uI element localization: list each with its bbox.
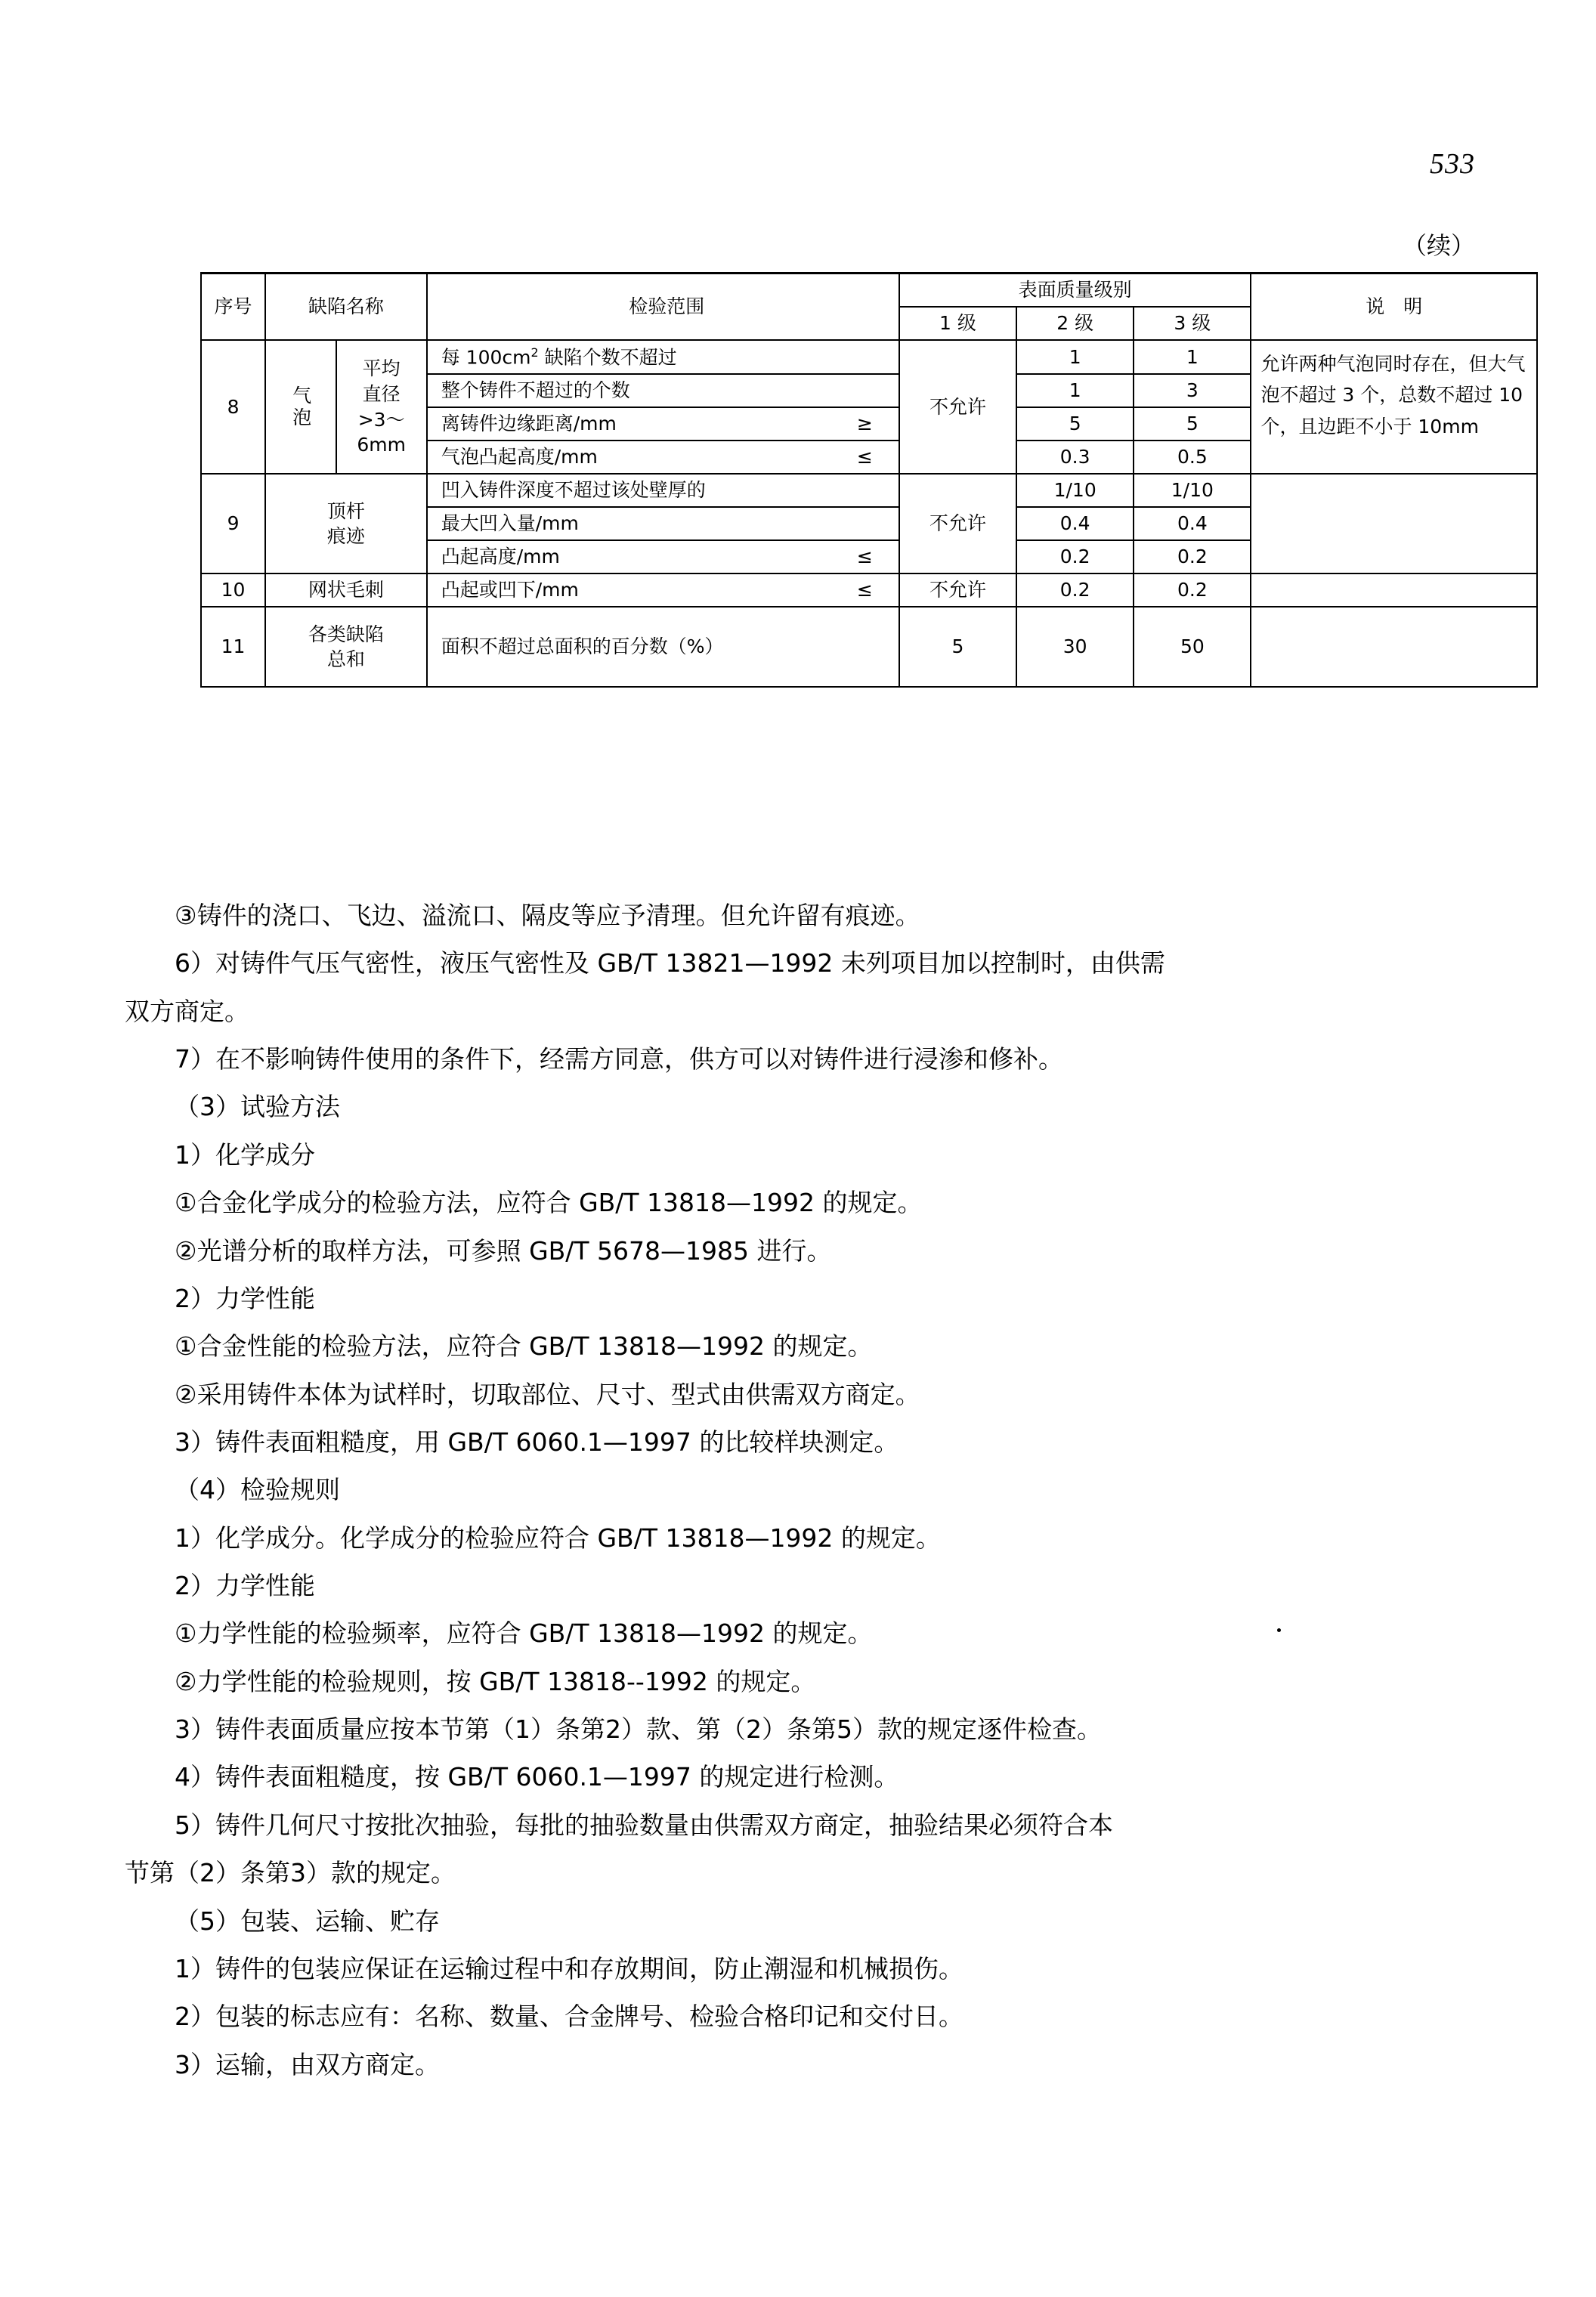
cell-level-3: 1/10 bbox=[1134, 474, 1251, 507]
cell-range bbox=[427, 507, 899, 540]
body-paragraph: 节第（2）条第3）款的规定。 bbox=[125, 1858, 456, 1888]
body-paragraph: ③铸件的浇口、飞边、溢流口、隔皮等应予清理。但允许留有痕迹。 bbox=[175, 901, 920, 930]
body-paragraph: ①合金性能的检验方法，应符合 GB/T 13818—1992 的规定。 bbox=[175, 1331, 873, 1362]
body-paragraph: 双方商定。 bbox=[125, 996, 249, 1026]
page-number: 533 bbox=[1430, 148, 1475, 180]
body-paragraph: 2）力学性能 bbox=[175, 1283, 315, 1313]
body-paragraph: 1）铸件的包装应保证在运输过程中和存放期间，防止潮湿和机械损伤。 bbox=[175, 1953, 963, 1983]
cell-level-3: 0.5 bbox=[1134, 441, 1251, 474]
cell-range bbox=[427, 340, 899, 374]
body-paragraph: 2）包装的标志应有：名称、数量、合金牌号、检验合格印记和交付日。 bbox=[175, 2002, 963, 2032]
range-symbol: ≥ bbox=[856, 413, 873, 435]
cell-level-3: 3 bbox=[1134, 374, 1251, 407]
body-paragraph: 3）铸件表面质量应按本节第（1）条第2）款、第（2）条第5）款的规定逐件检查。 bbox=[175, 1714, 1102, 1745]
cell-range bbox=[427, 441, 899, 474]
cell-defect-sub bbox=[336, 340, 427, 474]
stray-ink-dot bbox=[1277, 1628, 1281, 1632]
cell-range bbox=[427, 607, 899, 687]
cell-range bbox=[427, 474, 899, 507]
cell-level-2: 0.2 bbox=[1016, 540, 1134, 573]
range-symbol: ≤ bbox=[856, 546, 873, 568]
cell-level-2: 0.2 bbox=[1016, 573, 1134, 607]
body-paragraph: 7）在不影响铸件使用的条件下，经需方同意，供方可以对铸件进行浸渗和修补。 bbox=[175, 1044, 1063, 1074]
defect-name-text: 气泡 bbox=[289, 385, 312, 429]
range-text: 最大凹入量/mm bbox=[441, 512, 579, 535]
table-row bbox=[201, 607, 1537, 687]
header-seq: 序号 bbox=[201, 274, 265, 341]
header-quality-group: 表面质量级别 bbox=[899, 274, 1251, 308]
cell-seq: 10 bbox=[201, 573, 265, 607]
cell-level-2: 1 bbox=[1016, 340, 1134, 374]
range-text: 离铸件边缘距离/mm bbox=[441, 413, 617, 435]
table-row bbox=[201, 474, 1537, 507]
range-text: 每 $100cm^2$ 缺陷个数不超过 bbox=[441, 345, 677, 369]
header-level-3: 3 级 bbox=[1134, 307, 1251, 340]
cell-level-3: 0.2 bbox=[1134, 540, 1251, 573]
body-paragraph: ①力学性能的检验频率，应符合 GB/T 13818—1992 的规定。 bbox=[175, 1618, 873, 1649]
body-paragraph: （4）检验规则 bbox=[175, 1475, 340, 1505]
range-text: 气泡凸起高度/mm bbox=[441, 446, 598, 468]
table-header-row-1 bbox=[201, 274, 1537, 308]
body-paragraph: ②力学性能的检验规则，按 GB/T 13818--1992 的规定。 bbox=[175, 1666, 816, 1696]
body-text bbox=[125, 892, 1477, 2088]
cell-level-3: 0.2 bbox=[1134, 573, 1251, 607]
body-paragraph: 6）对铸件气压气密性，液压气密性及 GB/T 13821—1992 未列项目加以控制时，由供需 bbox=[175, 948, 1165, 978]
body-paragraph: 1）化学成分 bbox=[175, 1139, 315, 1170]
table-row bbox=[201, 573, 1537, 607]
cell-note bbox=[1251, 607, 1537, 687]
body-paragraph: 3）铸件表面粗糙度，用 GB/T 6060.1—1997 的比较样块测定。 bbox=[175, 1427, 899, 1457]
range-text: 凸起或凹下/mm bbox=[441, 579, 579, 601]
defects-table bbox=[200, 272, 1538, 688]
continued-label: （续） bbox=[1402, 231, 1475, 260]
table-row bbox=[201, 340, 1537, 374]
cell-level-1: 不允许 bbox=[899, 573, 1016, 607]
cell-range bbox=[427, 573, 899, 607]
header-level-2: 2 级 bbox=[1016, 307, 1134, 340]
range-symbol: ≤ bbox=[856, 446, 873, 468]
range-symbol: ≤ bbox=[856, 579, 873, 601]
cell-level-3: 50 bbox=[1134, 607, 1251, 687]
cell-defect-name bbox=[265, 607, 427, 687]
header-defect-name: 缺陷名称 bbox=[265, 274, 427, 341]
body-paragraph: （5）包装、运输、贮存 bbox=[175, 1906, 440, 1936]
defect-name-text: 各类缺陷 总和 bbox=[308, 623, 384, 671]
cell-level-3: 0.4 bbox=[1134, 507, 1251, 540]
cell-level-3: 5 bbox=[1134, 407, 1251, 441]
range-text: 整个铸件不超过的个数 bbox=[441, 379, 630, 402]
cell-level-2: 0.4 bbox=[1016, 507, 1134, 540]
body-paragraph: 1）化学成分。化学成分的检验应符合 GB/T 13818—1992 的规定。 bbox=[175, 1523, 941, 1553]
header-inspection-range: 检验范围 bbox=[427, 274, 899, 341]
cell-level-1: 不允许 bbox=[899, 474, 1016, 573]
cell-level-2: 1/10 bbox=[1016, 474, 1134, 507]
cell-level-2: 0.3 bbox=[1016, 441, 1134, 474]
range-text: 凸起高度/mm bbox=[441, 546, 560, 568]
cell-defect-name bbox=[265, 474, 427, 573]
body-paragraph: （3）试验方法 bbox=[175, 1092, 340, 1122]
range-text: 凹入铸件深度不超过该处壁厚的 bbox=[441, 479, 706, 502]
cell-level-3: 1 bbox=[1134, 340, 1251, 374]
body-paragraph: ②光谱分析的取样方法，可参照 GB/T 5678—1985 进行。 bbox=[175, 1235, 832, 1266]
cell-range bbox=[427, 540, 899, 573]
cell-range bbox=[427, 374, 899, 407]
cell-level-1: 5 bbox=[899, 607, 1016, 687]
cell-defect-name: 网状毛刺 bbox=[265, 573, 427, 607]
cell-note bbox=[1251, 474, 1537, 573]
cell-seq: 9 bbox=[201, 474, 265, 573]
cell-seq: 8 bbox=[201, 340, 265, 474]
cell-note bbox=[1251, 573, 1537, 607]
cell-level-2: 1 bbox=[1016, 374, 1134, 407]
cell-note: 允许两种气泡同时存在，但大气泡不超过 3 个，总数不超过 10 个，且边距不小于 10mm bbox=[1251, 340, 1537, 474]
body-paragraph: ②采用铸件本体为试样时，切取部位、尺寸、型式由供需双方商定。 bbox=[175, 1379, 920, 1409]
body-paragraph: 4）铸件表面粗糙度，按 GB/T 6060.1—1997 的规定进行检测。 bbox=[175, 1762, 899, 1792]
body-paragraph: 2）力学性能 bbox=[175, 1571, 315, 1601]
cell-level-1: 不允许 bbox=[899, 340, 1016, 474]
body-paragraph: ①合金化学成分的检验方法，应符合 GB/T 13818—1992 的规定。 bbox=[175, 1188, 923, 1218]
defect-name-text: 顶杆 痕迹 bbox=[326, 499, 365, 548]
cell-range bbox=[427, 407, 899, 441]
body-paragraph: 3）运输，由双方商定。 bbox=[175, 2049, 440, 2079]
header-level-1: 1 级 bbox=[899, 307, 1016, 340]
range-text: 面积不超过总面积的百分数（%） bbox=[441, 635, 724, 658]
defect-sub-text: 平均 直径 >3～ 6mm bbox=[357, 357, 406, 456]
cell-level-2: 30 bbox=[1016, 607, 1134, 687]
cell-seq: 11 bbox=[201, 607, 265, 687]
header-note: 说 明 bbox=[1251, 274, 1537, 341]
body-paragraph: 5）铸件几何尺寸按批次抽验，每批的抽验数量由供需双方商定，抽验结果必须符合本 bbox=[175, 1810, 1113, 1840]
defects-table-wrapper bbox=[200, 272, 1538, 688]
cell-level-2: 5 bbox=[1016, 407, 1134, 441]
cell-defect-name bbox=[265, 340, 336, 474]
